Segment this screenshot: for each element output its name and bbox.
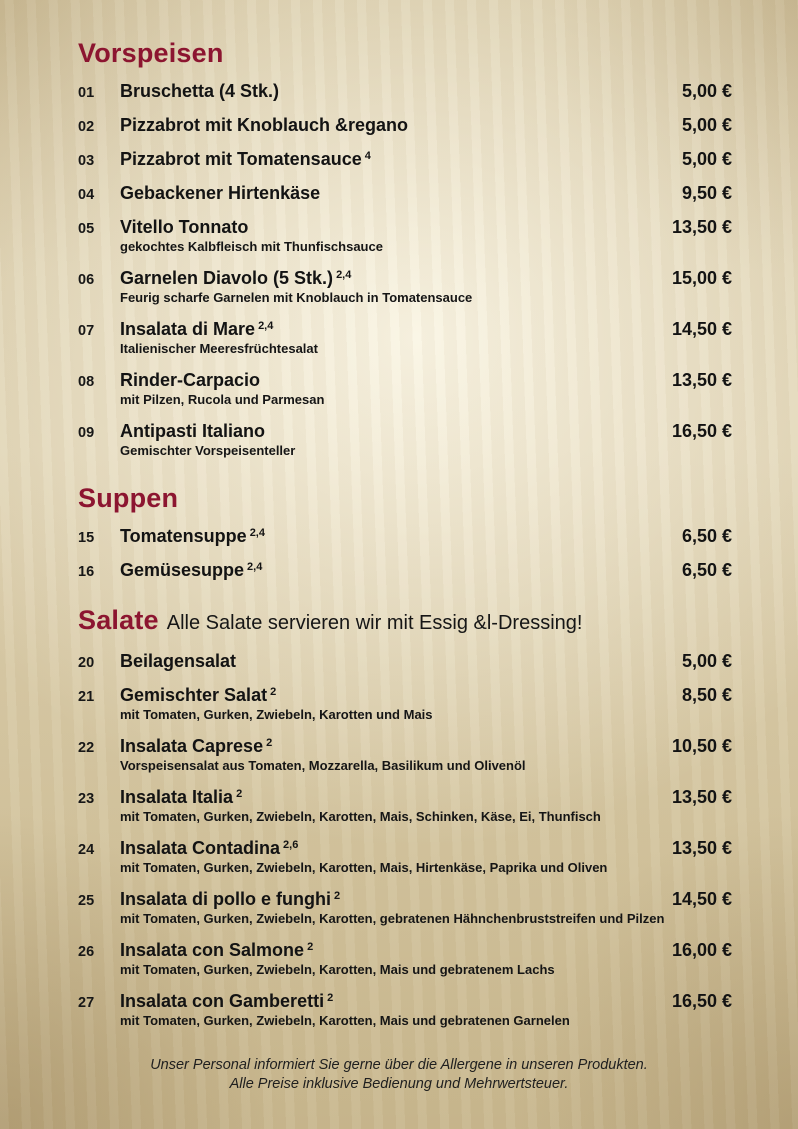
item-title: [120, 787, 660, 808]
item-title-text: Tomatensuppe: [120, 526, 247, 546]
menu-item-row: [78, 81, 732, 102]
item-price: 16,50 €: [671, 991, 732, 1011]
item-price: 6,50 €: [681, 560, 732, 580]
item-number: 27: [78, 995, 95, 1011]
item-title-text: Insalata Contadina: [120, 838, 281, 858]
item-description: mit Pilzen, Rucola und Parmesan: [120, 392, 325, 407]
item-title: [120, 838, 660, 859]
item-allergen-sup: 2: [266, 737, 273, 749]
item-title: [120, 526, 670, 547]
menu-item: [78, 526, 732, 547]
menu-item: [78, 787, 732, 825]
item-number: 04: [78, 187, 95, 203]
menu-item-row: [78, 526, 732, 547]
item-description: Gemischter Vorspeisenteller: [120, 443, 296, 458]
menu-item: [78, 685, 732, 723]
item-description: mit Tomaten, Gurken, Zwiebeln, Karotten und Mais: [120, 707, 433, 722]
section-title: Suppen: [78, 483, 179, 513]
item-title-text: Insalata Caprese: [120, 736, 264, 756]
item-description: mit Tomaten, Gurken, Zwiebeln, Karotten, Mais, Schinken, Käse, Ei, Thunfisch: [120, 809, 601, 824]
menu-item-row: [78, 319, 732, 340]
menu-section: [78, 483, 732, 581]
menu-item-row: [78, 370, 732, 391]
item-title: [120, 217, 660, 238]
menu-item-row: [78, 889, 732, 910]
item-title-text: Garnelen Diavolo (5 Stk.): [120, 268, 334, 288]
item-title: [120, 940, 660, 961]
item-description: mit Tomaten, Gurken, Zwiebeln, Karotten, Mais, Hirtenkäse, Paprika und Oliven: [120, 860, 608, 875]
item-description: mit Tomaten, Gurken, Zwiebeln, Karotten, Mais und gebratenen Garnelen: [120, 1013, 570, 1028]
item-price: 10,50 €: [671, 736, 732, 756]
menu-item: [78, 149, 732, 170]
item-title: [120, 319, 660, 340]
item-price: 13,50 €: [671, 787, 732, 807]
section-items: [78, 81, 732, 459]
menu-item: [78, 651, 732, 672]
item-allergen-sup: 2,6: [283, 839, 299, 851]
item-title-text: Pizzabrot mit Tomatensauce: [120, 149, 362, 169]
item-title: [120, 736, 660, 757]
item-title: [120, 421, 660, 442]
menu-item: [78, 319, 732, 357]
item-number: 02: [78, 119, 95, 135]
item-title: [120, 183, 670, 204]
section-subtitle: Alle Salate servieren wir mit Essig &l-Dressing!: [166, 612, 583, 634]
menu-item-row: [78, 787, 732, 808]
footer-note: [0, 1056, 798, 1094]
menu-item-row: [78, 217, 732, 238]
section-heading: [78, 38, 732, 68]
item-title-text: Insalata con Gamberetti: [120, 991, 325, 1011]
item-number: 03: [78, 153, 95, 169]
menu-item: [78, 940, 732, 978]
menu-item-row: [78, 940, 732, 961]
menu-item: [78, 736, 732, 774]
item-title-text: Rinder-Carpacio: [120, 370, 261, 390]
menu-item: [78, 421, 732, 459]
item-price: 5,00 €: [681, 81, 732, 101]
menu-item: [78, 217, 732, 255]
menu-item-row: [78, 560, 732, 581]
item-allergen-sup: 2,4: [336, 269, 352, 281]
menu-item: [78, 991, 732, 1029]
section-title: Salate: [78, 605, 159, 635]
item-title: [120, 81, 670, 102]
item-price: 16,50 €: [671, 421, 732, 441]
item-title-text: Insalata con Salmone: [120, 940, 305, 960]
item-title-text: Insalata Italia: [120, 787, 234, 807]
item-title-text: Insalata di Mare: [120, 319, 256, 339]
menu-section: [78, 38, 732, 459]
item-description: mit Tomaten, Gurken, Zwiebeln, Karotten, Mais und gebratenem Lachs: [120, 962, 555, 977]
item-price: 8,50 €: [681, 685, 732, 705]
item-number: 25: [78, 893, 95, 909]
item-allergen-sup: 2,4: [258, 320, 274, 332]
item-description: Feurig scharfe Garnelen mit Knoblauch in Tomatensauce: [120, 290, 473, 305]
item-number: 08: [78, 374, 95, 390]
item-number: 21: [78, 689, 95, 705]
item-allergen-sup: 2: [334, 890, 341, 902]
menu-item: [78, 838, 732, 876]
item-price: 5,00 €: [681, 651, 732, 671]
item-price: 5,00 €: [681, 115, 732, 135]
item-number: 20: [78, 655, 95, 671]
item-title-text: Gemischter Salat: [120, 685, 268, 705]
menu-item: [78, 560, 732, 581]
menu-item-row: [78, 268, 732, 289]
item-title: [120, 115, 670, 136]
menu-item-row: [78, 115, 732, 136]
item-number: 16: [78, 564, 95, 580]
section-heading: [78, 483, 732, 513]
item-title: [120, 560, 670, 581]
item-number: 07: [78, 323, 95, 339]
item-price: 13,50 €: [671, 217, 732, 237]
item-number: 15: [78, 530, 95, 546]
item-number: 22: [78, 740, 95, 756]
item-title: [120, 685, 670, 706]
item-price: 6,50 €: [681, 526, 732, 546]
item-number: 01: [78, 85, 95, 101]
item-price: 13,50 €: [671, 370, 732, 390]
menu-item: [78, 370, 732, 408]
item-title: [120, 991, 660, 1012]
menu-section: [78, 605, 732, 1029]
item-title-text: Vitello Tonnato: [120, 217, 249, 237]
menu-item-row: [78, 421, 732, 442]
menu-item: [78, 115, 732, 136]
item-price: 14,50 €: [671, 889, 732, 909]
item-number: 06: [78, 272, 95, 288]
section-items: [78, 526, 732, 581]
menu-item-row: [78, 651, 732, 672]
item-title: [120, 651, 670, 672]
item-price: 13,50 €: [671, 838, 732, 858]
menu-item-row: [78, 991, 732, 1012]
footer-line-allergens: Unser Personal informiert Sie gerne über die Allergene in unseren Produkten.: [150, 1057, 648, 1073]
section-title: Vorspeisen: [78, 38, 224, 68]
item-number: 26: [78, 944, 95, 960]
menu-item: [78, 268, 732, 306]
menu-item: [78, 81, 732, 102]
item-title-text: Antipasti Italiano: [120, 421, 266, 441]
footer-line-prices: Alle Preise inklusive Bedienung und Mehrwertsteuer.: [229, 1076, 569, 1092]
item-title-text: Gebackener Hirtenkäse: [120, 183, 321, 203]
item-price: 9,50 €: [681, 183, 732, 203]
item-title-text: Bruschetta (4 Stk.): [120, 81, 280, 101]
section-heading: [78, 605, 732, 638]
item-allergen-sup: 2: [270, 686, 277, 698]
menu-item-row: [78, 183, 732, 204]
item-allergen-sup: 2: [307, 941, 314, 953]
menu-item-row: [78, 736, 732, 757]
menu-item-row: [78, 685, 732, 706]
item-title: [120, 370, 660, 391]
item-price: 5,00 €: [681, 149, 732, 169]
item-description: Vorspeisensalat aus Tomaten, Mozzarella, Basilikum und Olivenöl: [120, 758, 526, 773]
item-title-text: Pizzabrot mit Knoblauch &regano: [120, 115, 409, 135]
item-title-text: Gemüsesuppe: [120, 560, 245, 580]
item-allergen-sup: 4: [364, 150, 371, 162]
item-number: 24: [78, 842, 95, 858]
item-price: 14,50 €: [671, 319, 732, 339]
item-description: Italienischer Meeresfrüchtesalat: [120, 341, 318, 356]
menu-item: [78, 183, 732, 204]
item-description: gekochtes Kalbfleisch mit Thunfischsauce: [120, 239, 383, 254]
item-price: 16,00 €: [671, 940, 732, 960]
item-description: mit Tomaten, Gurken, Zwiebeln, Karotten, gebratenen Hähnchenbruststreifen und Pilzen: [120, 911, 665, 926]
item-title-text: Beilagensalat: [120, 651, 237, 671]
item-number: 23: [78, 791, 95, 807]
menu-item-row: [78, 149, 732, 170]
item-title: [120, 149, 670, 170]
item-title: [120, 889, 660, 910]
menu-item: [78, 889, 732, 927]
item-allergen-sup: 2,4: [247, 561, 263, 573]
item-number: 05: [78, 221, 95, 237]
menu-item-row: [78, 838, 732, 859]
sections: [78, 38, 732, 1029]
item-title-text: Insalata di pollo e funghi: [120, 889, 332, 909]
item-price: 15,00 €: [671, 268, 732, 288]
item-title: [120, 268, 660, 289]
item-allergen-sup: 2,4: [249, 527, 265, 539]
item-allergen-sup: 2: [327, 992, 334, 1004]
item-number: 09: [78, 425, 95, 441]
section-items: [78, 651, 732, 1029]
item-allergen-sup: 2: [236, 788, 243, 800]
